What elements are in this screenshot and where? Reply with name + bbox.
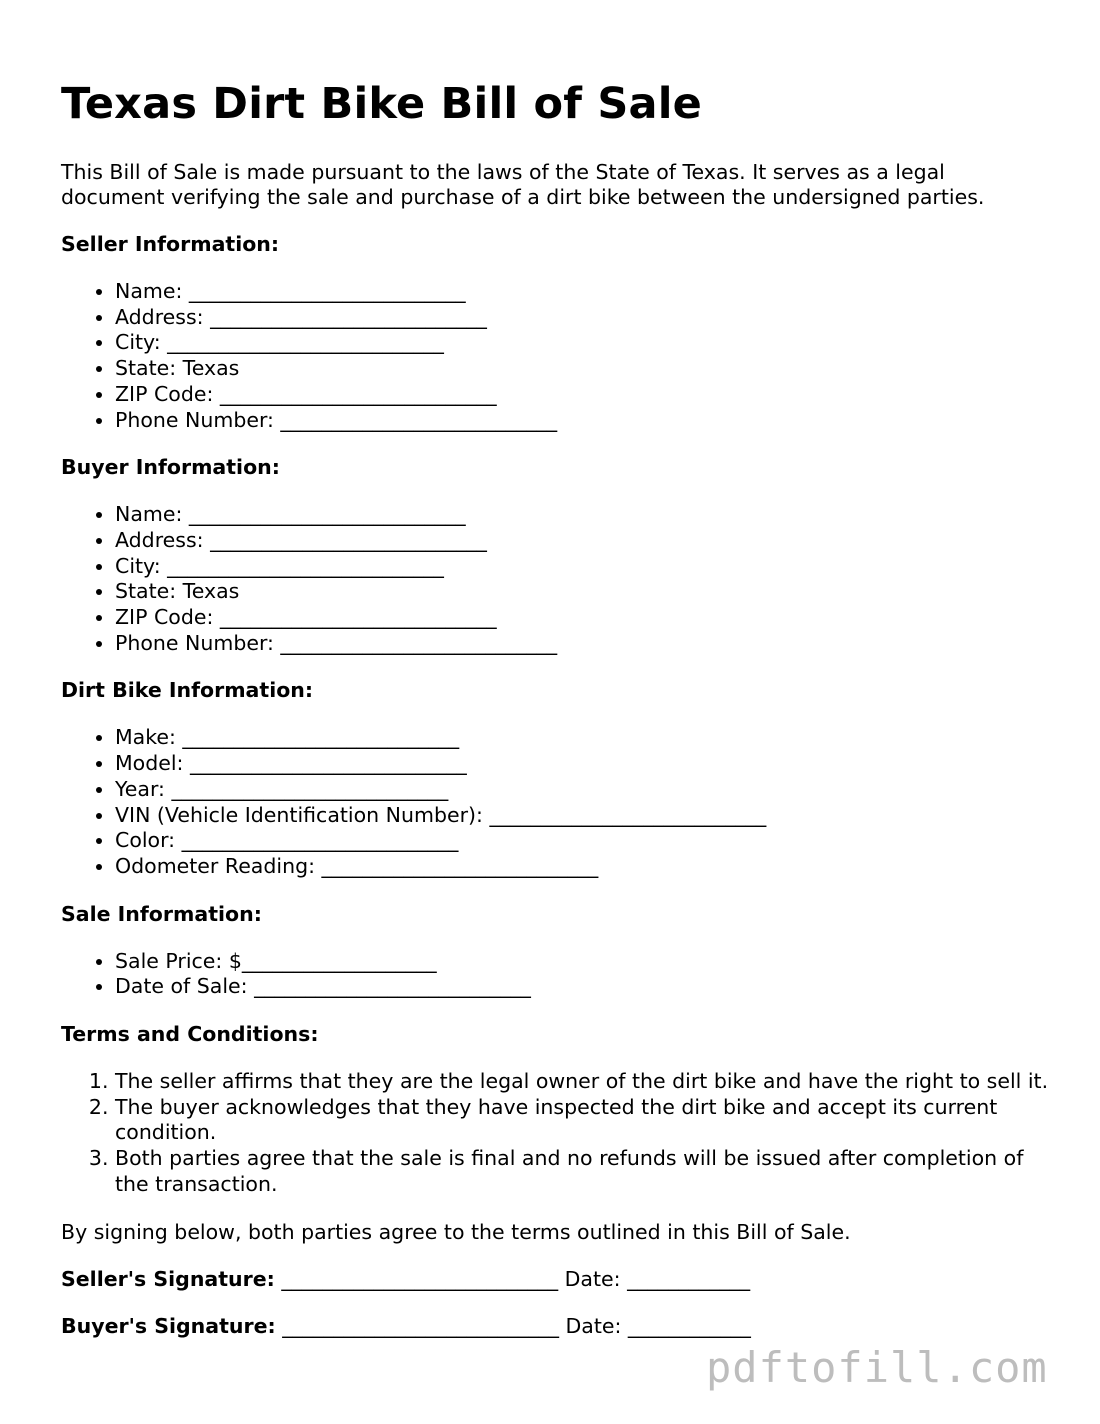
seller-signature-label: Seller's Signature: [61, 1266, 275, 1291]
seller-heading: Seller Information: [61, 232, 280, 256]
seller-phone-field: • Phone Number: ___________________________ [115, 408, 1051, 434]
seller-list [61, 279, 1051, 433]
buyer-state-field: • State: Texas [115, 579, 1051, 605]
terms-heading: Terms and Conditions: [61, 1022, 319, 1047]
buyer-signature-label: Buyer's Signature: [61, 1313, 276, 1338]
buyer-zip-field: • ZIP Code: ___________________________ [115, 605, 1051, 631]
seller-name-field: • Name: ___________________________ [115, 279, 1051, 305]
bike-vin-field: • VIN (Vehicle Identification Number): ___________________________ [115, 803, 1051, 829]
sale-heading: Sale Information: [61, 901, 262, 926]
sale-price-field: • Sale Price: $___________________ [115, 949, 1051, 975]
bike-heading: Dirt Bike Information: [61, 678, 314, 703]
document-title: Texas Dirt Bike Bill of Sale [61, 79, 703, 129]
buyer-heading: Buyer Information: [61, 455, 280, 480]
bike-year-field: • Year: ___________________________ [115, 777, 1051, 803]
term-item: 2. The buyer acknowledges that they have inspected the dirt bike and accept its current condition. [115, 1095, 1051, 1146]
bike-color-field: • Color: ___________________________ [115, 828, 1051, 854]
watermark: pdftofill.com [706, 1343, 1048, 1392]
seller-city-field: • City: ___________________________ [115, 330, 1051, 356]
term-item: 1. The seller affirms that they are the legal owner of the dirt bike and have the right to sell it. [115, 1069, 1051, 1095]
terms-list [61, 1069, 1051, 1198]
bike-odometer-field: • Odometer Reading: ___________________________ [115, 854, 1051, 880]
intro-paragraph: This Bill of Sale is made pursuant to the laws of the State of Texas. It serves as a legal document verifying the sale and purchase of a dirt bike between the undersigned parties. [61, 160, 985, 209]
buyer-city-field: • City: ___________________________ [115, 554, 1051, 580]
sale-list [61, 949, 1051, 1000]
buyer-address-field: • Address: ___________________________ [115, 528, 1051, 554]
seller-state-field: • State: Texas [115, 356, 1051, 382]
buyer-signature-blanks: ___________________________ Date: ____________ [275, 1313, 751, 1338]
seller-signature-blanks: ___________________________ Date: ____________ [274, 1266, 751, 1291]
seller-signature-line [61, 1267, 1051, 1292]
buyer-phone-field: • Phone Number: ___________________________ [115, 631, 1051, 657]
closing-paragraph: By signing below, both parties agree to the terms outlined in this Bill of Sale. [61, 1219, 851, 1244]
buyer-name-field: • Name: ___________________________ [115, 502, 1051, 528]
document-page [61, 78, 1051, 1361]
buyer-signature-line [61, 1314, 1051, 1339]
bike-model-field: • Model: ___________________________ [115, 751, 1051, 777]
buyer-list [61, 502, 1051, 656]
bike-list [61, 725, 1051, 879]
bike-make-field: • Make: ___________________________ [115, 725, 1051, 751]
seller-address-field: • Address: ___________________________ [115, 305, 1051, 331]
seller-zip-field: • ZIP Code: ___________________________ [115, 382, 1051, 408]
term-item: 3. Both parties agree that the sale is final and no refunds will be issued after completion of the transaction. [115, 1146, 1051, 1197]
sale-date-field: • Date of Sale: ___________________________ [115, 974, 1051, 1000]
